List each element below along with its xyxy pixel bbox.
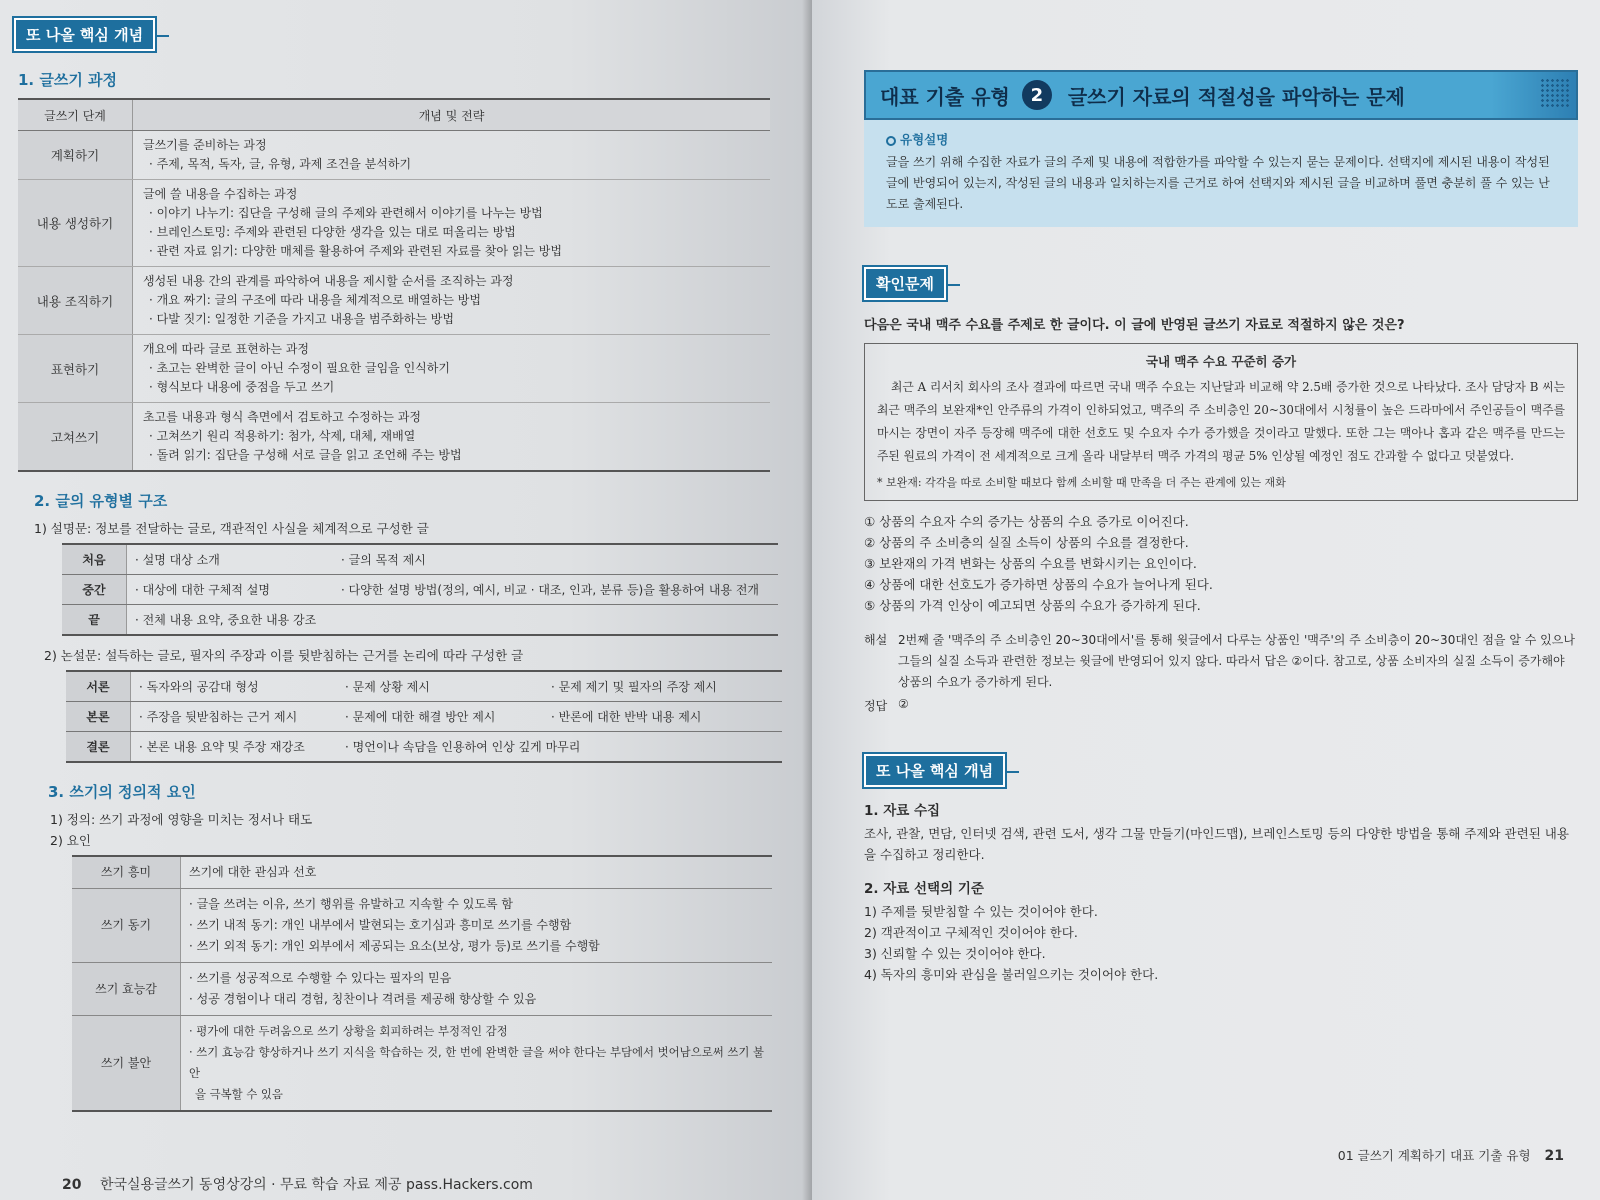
explanation-label: 해설	[864, 633, 888, 647]
check-tag-wrap	[864, 267, 1578, 300]
text-line: · 고쳐쓰기 원리 적용하기: 첨가, 삭제, 대체, 재배열	[149, 429, 416, 443]
table-cell: · 반론에 대한 반박 내용 제시	[543, 702, 782, 732]
stage-content	[133, 131, 771, 180]
part-label: 본론	[66, 702, 131, 732]
type-description-text: 글을 쓰기 위해 수집한 자료가 글의 주제 및 내용에 적합한가를 파악할 수 있는지 묻는 문제이다. 선택지에 제시된 내용이 작성된 글에 반영되어 있는지, 작성된 글의 내용과 일치하는지를 근거로 하여 선택지와 제시된 글을 비교하며 풀면 충분히 풀 수 있는 난도로 출제된다.	[886, 155, 1550, 211]
text-line: · 다발 짓기: 일정한 기준을 가지고 내용을 범주화하는 방법	[149, 312, 454, 326]
right-page	[812, 0, 1600, 1200]
answer	[864, 697, 1578, 714]
table-cell: · 명언이나 속담을 인용하여 인상 깊게 마무리	[337, 732, 782, 763]
text-line: · 쓰기를 성공적으로 수행할 수 있다는 필자의 믿음	[189, 971, 452, 985]
table-cell: · 설명 대상 소개	[127, 544, 334, 575]
banner-title: 글쓰기 자료의 적절성을 파악하는 문제	[1067, 84, 1405, 109]
passage-body: 최근 A 리서치 회사의 조사 결과에 따르면 국내 맥주 수요는 지난달과 비교해 약 2.5배 증가한 것으로 나타났다. 조사 담당자 B 씨는 최근 맥주의 보완재*인 안주류의 가격이 인하되었고, 맥주의 주 소비층인 20~30대에서 시청률이 높은 드라마에서 주인공들이 맥주를 마시는 장면이 자주 등장해 맥주에 대한 선호도 및 수요자 수가 증가했을 것이라고 말했다. 또한 그는 맥아나 홉과 같은 맥주를 만드는 주된 원료의 가격이 전 세계적으로 크게 올라 내달부터 맥주 가격의 평균 5% 인상될 예정인 점도 간과할 수 없다고 덧붙였다.	[877, 380, 1565, 463]
criteria-item: 3) 신뢰할 수 있는 것이어야 한다.	[864, 946, 1046, 961]
text-line: · 쓰기 내적 동기: 개인 내부에서 발현되는 호기심과 흥미로 쓰기를 수행함	[189, 918, 572, 932]
table-cell: · 주장을 뒷받침하는 근거 제시	[131, 702, 338, 732]
data-collection-text: 조사, 관찰, 면담, 인터넷 검색, 관련 도서, 생각 그물 만들기(마인드맵), 브레인스토밍 등의 다양한 방법을 통해 주제와 관련된 내용을 수집하고 정리한다.	[864, 826, 1569, 862]
table-header: 글쓰기 단계	[18, 99, 133, 131]
explanation-text: 2번째 줄 '맥주의 주 소비층인 20~30대에서'를 통해 윗글에서 다루는 상품인 '맥주'의 주 소비층이 20~30대인 점을 알 수 있으나 그들의 실질 소득과 관련한 정보는 윗글에 반영되어 있지 않다. 따라서 답은 ②이다. 참고로, 상품 소비자의 실질 소득이 증가해야 상품의 수요가 증가하게 된다.	[898, 633, 1575, 689]
passage-title: 국내 맥주 수요 꾸준히 증가	[1145, 354, 1297, 369]
table-cell: · 글의 목적 제시	[333, 544, 778, 575]
explanation	[864, 630, 1578, 693]
criteria-item: 1) 주제를 뒷받침할 수 있는 것이어야 한다.	[864, 904, 1098, 919]
stage-label: 고쳐쓰기	[18, 403, 133, 472]
stage-content	[133, 180, 771, 267]
option-item: ④ 상품에 대한 선호도가 증가하면 상품의 수요가 늘어나게 된다.	[864, 577, 1213, 592]
text-line: · 개요 짜기: 글의 구조에 따라 내용을 체계적으로 배열하는 방법	[149, 293, 481, 307]
affective-factors-table	[72, 855, 772, 1112]
text-line: 을 극복할 수 있음	[195, 1087, 283, 1101]
label-text: 유형설명	[900, 132, 949, 147]
option-item: ② 상품의 주 소비층의 실질 소득이 상품의 수요를 결정한다.	[864, 535, 1189, 550]
factor-label: 쓰기 효능감	[72, 963, 181, 1016]
affective-factors-label: 2) 요인	[50, 833, 91, 848]
table-row	[72, 1016, 772, 1112]
question-text: 다음은 국내 맥주 수요를 주제로 한 글이다. 이 글에 반영된 글쓰기 자료로 적절하지 않은 것은?	[864, 318, 1405, 333]
part-label: 서론	[66, 671, 131, 702]
page-number: 20	[62, 1177, 82, 1193]
page-number: 21	[1544, 1148, 1564, 1164]
text-line: · 쓰기 효능감 향상하거나 쓰기 지식을 학습하는 것, 한 번에 완벽한 글을 써야 한다는 부담에서 벗어남으로써 쓰기 불안	[189, 1045, 764, 1080]
passage-footnote: * 보완재: 각각을 따로 소비할 때보다 함께 소비할 때 만족을 더 주는 관계에 있는 재화	[877, 476, 1286, 489]
text-line: · 성공 경험이나 대리 경험, 칭찬이나 격려를 제공해 향상할 수 있음	[189, 992, 537, 1006]
table-row	[66, 732, 782, 763]
factor-content	[181, 889, 773, 963]
text-line: 글에 쓸 내용을 수집하는 과정	[143, 187, 298, 201]
table-cell: · 문제 상황 제시	[337, 671, 543, 702]
type-description-label	[886, 130, 1556, 148]
table-row	[62, 605, 778, 636]
core-tag-wrap	[864, 754, 1578, 787]
table-row	[72, 889, 772, 963]
part-label: 결론	[66, 732, 131, 763]
table-row	[18, 335, 770, 403]
table-row	[18, 267, 770, 335]
text-line: · 평가에 대한 두려움으로 쓰기 상황을 회피하려는 부정적인 감정	[189, 1024, 508, 1038]
answer-text: ②	[898, 697, 909, 711]
table-row	[72, 963, 772, 1016]
argumentative-definition: 2) 논설문: 설득하는 글로, 필자의 주장과 이를 뒷받침하는 근거를 논리에 따라 구성한 글	[44, 648, 524, 663]
type-description-box	[864, 120, 1578, 227]
answer-options	[864, 511, 1578, 616]
banner-prefix: 대표 기출 유형	[880, 84, 1010, 109]
heading-selection-criteria: 2. 자료 선택의 기준	[864, 881, 984, 897]
table-row	[66, 702, 782, 732]
factor-label: 쓰기 불안	[72, 1016, 181, 1112]
heading-data-collection: 1. 자료 수집	[864, 803, 941, 819]
table-cell: · 문제에 대한 해결 방안 제시	[337, 702, 543, 732]
factor-content	[181, 856, 773, 889]
table-row	[18, 131, 770, 180]
part-label: 처음	[62, 544, 127, 575]
factor-content	[181, 1016, 773, 1112]
criteria-item: 2) 객관적이고 구체적인 것이어야 한다.	[864, 925, 1078, 940]
table-cell: · 본론 내용 요약 및 주장 재강조	[131, 732, 338, 763]
text-line: 쓰기에 대한 관심과 선호	[189, 865, 317, 879]
question-type-banner	[864, 70, 1578, 120]
text-line: · 글을 쓰려는 이유, 쓰기 행위를 유발하고 지속할 수 있도록 함	[189, 897, 513, 911]
text-line: · 돌려 읽기: 집단을 구성해 서로 글을 읽고 조언해 주는 방법	[149, 448, 462, 462]
stage-label: 계획하기	[18, 131, 133, 180]
text-line: · 형식보다 내용에 중점을 두고 쓰기	[149, 380, 335, 394]
criteria-item: 4) 독자의 흥미와 관심을 불러일으키는 것이어야 한다.	[864, 967, 1159, 982]
section-tag-core-concepts: 또 나올 핵심 개념	[14, 18, 155, 51]
option-item: ⑤ 상품의 가격 인상이 예고되면 상품의 수요가 증가하게 된다.	[864, 598, 1201, 613]
part-label: 중간	[62, 575, 127, 605]
banner-number: 2	[1022, 80, 1052, 110]
expository-structure-table	[62, 543, 778, 636]
stage-label: 표현하기	[18, 335, 133, 403]
part-label: 끝	[62, 605, 127, 636]
passage-box	[864, 343, 1578, 501]
argumentative-structure-table	[66, 670, 782, 763]
table-cell: · 독자와의 공감대 형성	[131, 671, 338, 702]
footer-text: 한국실용글쓰기 동영상강의 · 무료 학습 자료 제공 pass.Hackers.com	[99, 1177, 533, 1193]
stage-content	[133, 403, 771, 472]
section-tag-core-concepts-right: 또 나올 핵심 개념	[864, 754, 1005, 787]
text-line: 글쓰기를 준비하는 과정	[143, 138, 267, 152]
text-line: · 이야기 나누기: 집단을 구성해 글의 주제와 관련해서 이야기를 나누는 방법	[149, 206, 543, 220]
table-cell: · 문제 제기 및 필자의 주장 제시	[543, 671, 782, 702]
factor-content	[181, 963, 773, 1016]
text-line: · 주제, 목적, 독자, 글, 유형, 과제 조건을 분석하기	[149, 157, 412, 171]
circle-icon	[886, 136, 896, 146]
answer-label: 정답	[864, 699, 888, 713]
table-row	[72, 856, 772, 889]
table-row	[18, 403, 770, 472]
text-line: 개요에 따라 글로 표현하는 과정	[143, 342, 309, 356]
footer-text: 01 글쓰기 계획하기 대표 기출 유형	[1337, 1148, 1531, 1163]
table-row	[66, 671, 782, 702]
table-cell: · 다양한 설명 방법(정의, 예시, 비교 · 대조, 인과, 분류 등)을 활용하여 내용 전개	[333, 575, 778, 605]
stage-content	[133, 335, 771, 403]
factor-label: 쓰기 흥미	[72, 856, 181, 889]
affective-definition: 1) 정의: 쓰기 과정에 영향을 미치는 정서나 태도	[50, 812, 313, 827]
writing-process-table	[18, 98, 770, 472]
stage-content	[133, 267, 771, 335]
text-line: · 초고는 완벽한 글이 아닌 수정이 필요한 글임을 인식하기	[149, 361, 450, 375]
right-footer	[1338, 1146, 1564, 1164]
left-footer	[62, 1174, 533, 1194]
dot-pattern-icon	[1540, 78, 1570, 108]
table-cell: · 전체 내용 요약, 중요한 내용 강조	[127, 605, 779, 636]
table-cell: · 대상에 대한 구체적 설명	[127, 575, 334, 605]
stage-label: 내용 생성하기	[18, 180, 133, 267]
text-line: 초고를 내용과 형식 측면에서 검토하고 수정하는 과정	[143, 410, 421, 424]
table-header: 개념 및 전략	[133, 99, 771, 131]
text-line: · 브레인스토밍: 주제와 관련된 다양한 생각을 있는 대로 떠올리는 방법	[149, 225, 516, 239]
heading-affective-factors: 3. 쓰기의 정의적 요인	[48, 783, 196, 801]
text-line: 생성된 내용 간의 관계를 파악하여 내용을 제시할 순서를 조직하는 과정	[143, 274, 514, 288]
text-line: · 쓰기 외적 동기: 개인 외부에서 제공되는 요소(보상, 평가 등)로 쓰기를 수행함	[189, 939, 600, 953]
option-item: ① 상품의 수요자 수의 증가는 상품의 수요 증가로 이어진다.	[864, 514, 1189, 529]
table-row	[18, 180, 770, 267]
heading-text-types: 2. 글의 유형별 구조	[34, 492, 168, 510]
heading-writing-process: 1. 글쓰기 과정	[18, 71, 118, 89]
factor-label: 쓰기 동기	[72, 889, 181, 963]
option-item: ③ 보완재의 가격 변화는 상품의 수요를 변화시키는 요인이다.	[864, 556, 1197, 571]
expository-definition: 1) 설명문: 정보를 전달하는 글로, 객관적인 사실을 체계적으로 구성한 글	[34, 521, 429, 536]
stage-label: 내용 조직하기	[18, 267, 133, 335]
table-row	[62, 544, 778, 575]
section-tag-check: 확인문제	[864, 267, 946, 300]
table-row	[62, 575, 778, 605]
text-line: · 관련 자료 읽기: 다양한 매체를 활용하여 주제와 관련된 자료를 찾아 읽는 방법	[149, 244, 562, 258]
